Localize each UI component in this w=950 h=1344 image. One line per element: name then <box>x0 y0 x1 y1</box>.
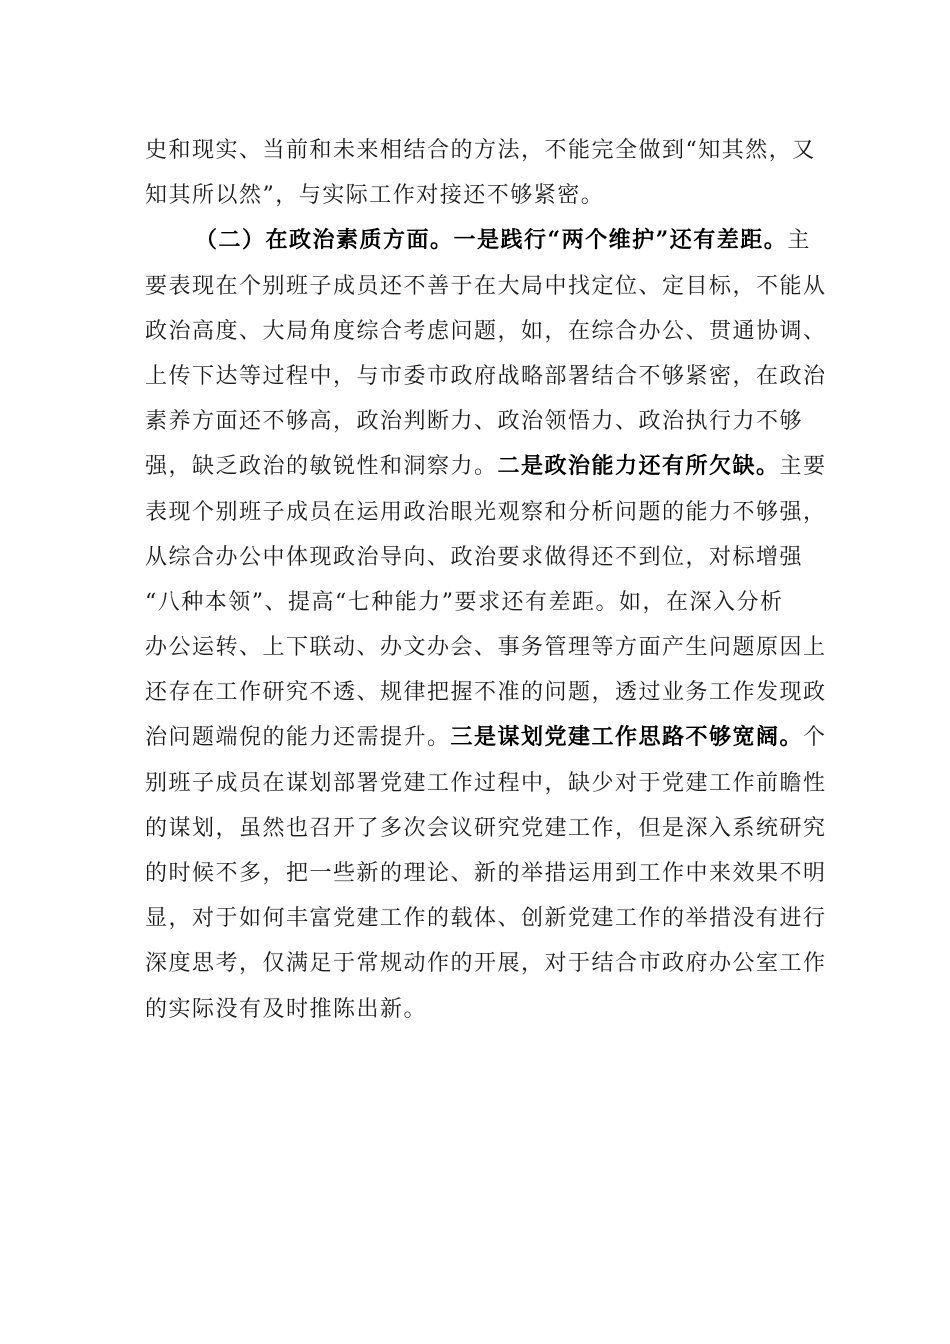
text-line: 史和现实、当前和未来相结合的方法，不能完全做到“知其然，又 <box>145 138 816 163</box>
paragraph-1 <box>145 128 816 218</box>
text-line: 的时候不多，把一些新的理论、新的举措运用到工作中来效果不明 <box>145 861 827 886</box>
text-line: 的实际没有及时推陈出新。 <box>145 996 428 1022</box>
text-fragment: 主 <box>787 228 811 254</box>
text-line: 从综合办公中体现政治导向、政治要求做得还不到位，对标增强 <box>145 544 804 570</box>
text-line: 别班子成员在谋划部署党建工作过程中，缺少对于党建工作前瞻性 <box>145 770 827 796</box>
text-line: 还存在工作研究不透、规律把握不准的问题，透过业务工作发现政 <box>145 680 827 706</box>
text-line: 上传下达等过程中，与市委市政府战略部署结合不够紧密，在政治 <box>145 363 827 389</box>
text-line <box>145 715 827 760</box>
text-line: 知其所以然”，与实际工作对接还不够紧密。 <box>145 183 605 209</box>
text-fragment: 个 <box>803 725 827 751</box>
text-line: 素养方面还不够高，政治判断力、政治领悟力、政治执行力不够 <box>145 409 804 435</box>
text-line: 办公运转、上下联动、办文办会、事务管理等方面产生问题原因上 <box>145 635 827 661</box>
text-line: 深度思考，仅满足于常规动作的开展，对于结合市政府办公室工作 <box>145 951 827 977</box>
text-line <box>145 444 827 489</box>
text-line: 表现个别班子成员在运用政治眼光观察和分析问题的能力不够强， <box>145 499 827 525</box>
text-line <box>145 218 811 263</box>
text-line: 显，对于如何丰富党建工作的载体、创新党建工作的举措没有进行 <box>145 906 827 932</box>
text-fragment: 治问题端倪的能力还需提升。 <box>145 725 451 751</box>
point-heading: 二是政治能力还有所欠缺。 <box>497 453 780 480</box>
text-fragment: 主要 <box>779 454 827 480</box>
text-line: “八种本领”、提高“七种能力”要求还有差距。如，在深入分析 <box>145 589 784 615</box>
point-heading: 三是谋划党建工作思路不够宽阔。 <box>450 724 804 751</box>
section-heading: （二）在政治素质方面。一是践行“两个维护”还有差距。 <box>195 227 788 254</box>
text-line: 政治高度、大局角度综合考虑问题，如，在综合办公、贯通协调、 <box>145 318 827 344</box>
document-body <box>145 128 827 1032</box>
paragraph-2 <box>145 218 827 1031</box>
text-line: 要表现在个别班子成员还不善于在大局中找定位、定目标，不能从 <box>145 273 827 299</box>
text-line: 的谋划，虽然也召开了多次会议研究党建工作，但是深入系统研究 <box>145 815 827 841</box>
text-fragment: 强，缺乏政治的敏锐性和洞察力。 <box>145 454 498 480</box>
